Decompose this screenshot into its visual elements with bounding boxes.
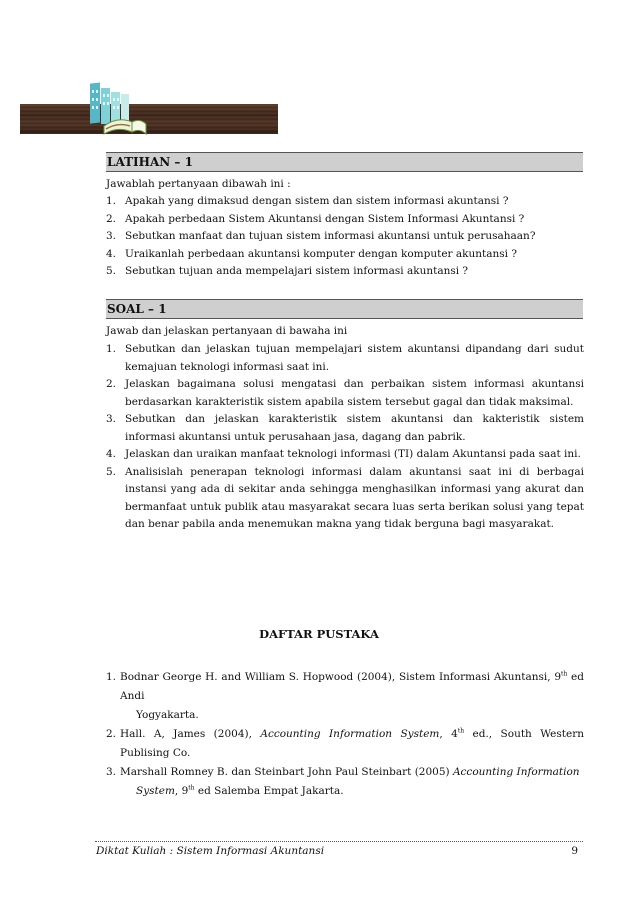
- latihan-intro: Jawablah pertanyaan dibawah ini :: [106, 178, 291, 190]
- latihan-heading: LATIHAN – 1: [106, 152, 583, 172]
- list-item: 2. Jelaskan bagaimana solusi mengatasi dan perbaikan sistem informasi akuntansi berdasarkan karakteristik sistem apabila sistem tersebut gagal dan tidak maksimal.: [106, 378, 584, 408]
- latihan-question-list: [106, 193, 584, 281]
- soal-intro: Jawab dan jelaskan pertanyaan di bawaha ini: [106, 325, 348, 337]
- page-number: 9: [571, 845, 578, 857]
- soal-heading: SOAL – 1: [106, 299, 583, 319]
- header-banner: [20, 104, 278, 134]
- list-item: 4. Uraikanlah perbedaan akuntansi komputer dengan komputer akuntansi ?: [106, 247, 518, 260]
- footer-divider: [95, 841, 583, 842]
- list-item: 5. Analisislah penerapan teknologi informasi dalam akuntansi saat ini di berbagai instansi yang ada di sekitar anda sehingga menghasilkan informasi yang akurat dan bermanfaat untuk publik atau masyarakat secara luas serta berikan solusi yang tepat dan benar pabila anda menemukan makna yang tidak berguna bagi masyarakat.: [106, 465, 584, 530]
- reference-item: 1. Bodnar George H. and William S. Hopwood (2004), Sistem Informasi Akuntansi, 9th ed Andi Yogyakarta.: [106, 670, 584, 721]
- reference-list: [106, 668, 584, 801]
- list-item: 1. Apakah yang dimaksud dengan sistem dan sistem informasi akuntansi ?: [106, 195, 509, 207]
- list-item: 1. Sebutkan dan jelaskan tujuan mempelajari sistem akuntansi dipandang dari sudut kemajuan teknologi informasi saat ini.: [106, 343, 584, 373]
- list-item: 2. Apakah perbedaan Sistem Akuntansi dengan Sistem Informasi Akuntansi ?: [106, 212, 525, 225]
- list-item: 5. Sebutkan tujuan anda mempelajari sistem informasi akuntansi ?: [106, 265, 469, 277]
- footer-title: Diktat Kuliah : Sistem Informasi Akuntansi: [96, 845, 325, 857]
- soal-question-list: [106, 341, 584, 534]
- bibliography-title: DAFTAR PUSTAKA: [259, 627, 379, 641]
- list-item: 4. Jelaskan dan uraikan manfaat teknologi informasi (TI) dalam Akuntansi pada saat ini.: [106, 448, 581, 460]
- reference-item: 2. Hall. A, James (2004), Accounting Information System, 4th ed., South Western Publising Co.: [106, 727, 584, 759]
- list-item: 3. Sebutkan manfaat dan tujuan sistem informasi akuntansi untuk perusahaan?: [106, 230, 536, 242]
- book-buildings-icon: [86, 82, 148, 138]
- list-item: 3. Sebutkan dan jelaskan karakteristik sistem akuntansi dan kakteristik sistem informasi akuntansi untuk perusahaan jasa, dagang dan pabrik.: [106, 413, 584, 443]
- reference-item: 3. Marshall Romney B. dan Steinbart John Paul Steinbart (2005) Accounting Information System, 9th ed Salemba Empat Jakarta.: [106, 766, 580, 797]
